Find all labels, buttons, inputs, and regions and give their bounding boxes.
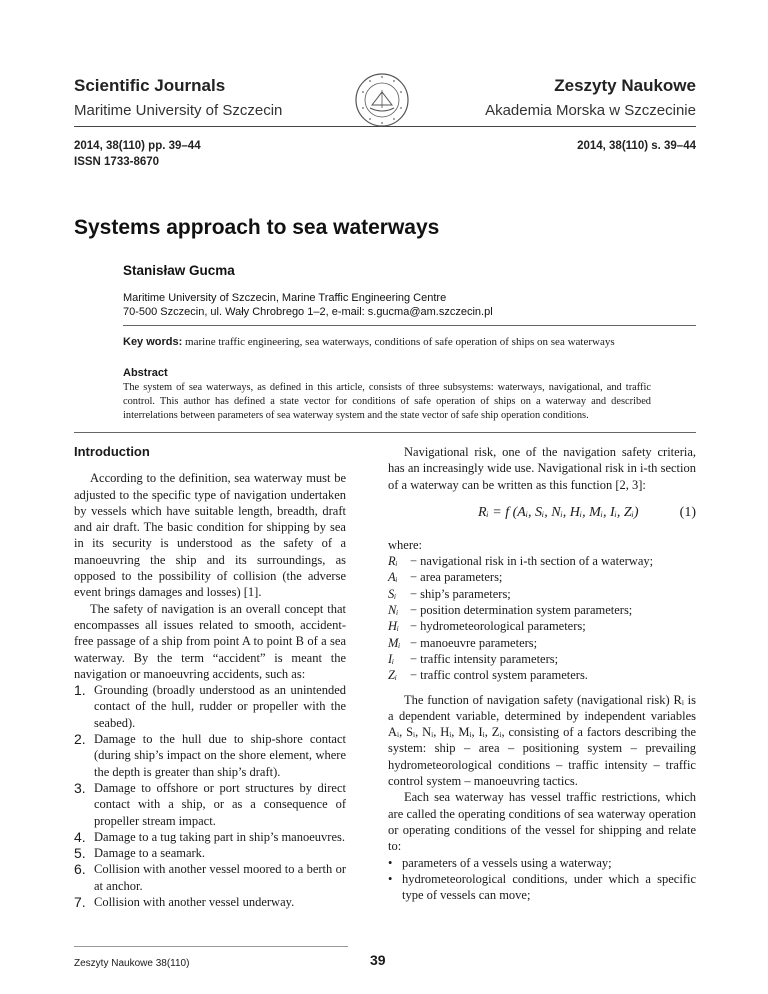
where-label: where:	[388, 537, 423, 552]
definition-item: Iᵢ − traffic intensity parameters;	[388, 651, 559, 666]
definition-list	[388, 553, 696, 683]
keywords-text: marine traffic engineering, sea waterways, conditions of safe operation of ships on sea waterways	[185, 336, 615, 348]
affiliation	[123, 291, 493, 319]
definition-item: Mᵢ − manoeuvre parameters;	[388, 635, 538, 650]
definition-item: Nᵢ − position determination system parameters;	[388, 603, 633, 618]
list-item: 3. Damage to offshore or port structures by direct contact with a ship, or as a consequence of propeller stream impact.	[74, 779, 346, 828]
page-number: 39	[370, 952, 386, 968]
university-seal-icon	[354, 72, 410, 128]
abstract-label: Abstract	[123, 367, 168, 379]
list-item: 7. Collision with another vessel underway.	[74, 894, 295, 911]
university-name-pl: Akademia Morska w Szczecinie	[485, 102, 696, 119]
author-name: Stanisław Gucma	[123, 263, 235, 278]
definition-item: Rᵢ − navigational risk in i-th section of a waterway;	[388, 554, 654, 569]
affiliation-line-1: Maritime University of Szczecin, Marine Traffic Engineering Centre	[123, 292, 447, 304]
paragraph: Each sea waterway has vessel traffic restrictions, which are called the operating conditions of sea waterway operation or operating conditions of the vessel for shipping and relate to:	[388, 790, 696, 854]
definition-item: Hᵢ − hydrometeorological parameters;	[388, 619, 586, 634]
list-item: • parameters of a vessels using a waterway;	[388, 855, 696, 871]
header-right	[485, 76, 696, 121]
equation-formula: Rᵢ = f (Aᵢ, Sᵢ, Nᵢ, Hᵢ, Mᵢ, Iᵢ, Zᵢ)	[478, 504, 639, 520]
list-item: 5. Damage to a seamark.	[74, 845, 206, 862]
issue-meta-right: 2014, 38(110) s. 39–44	[577, 140, 696, 152]
equation-1	[388, 501, 696, 531]
list-item: 1. Grounding (broadly understood as an unintended contact of the hull, rudder or propeller with the seabed).	[74, 682, 346, 730]
paragraph: According to the definition, sea waterway must be adjusted to the specific type of navigation undertaken by vessels which have suitable length, breadth, draft and air draft. The basic condition for shipping by sea in its security is understood as the safety of a manoeuvring the ship and its surroundings, as opposed to the possibility of collision (the adverse event brings damages and losses) [1].	[74, 471, 346, 600]
right-column	[388, 444, 696, 903]
affiliation-line-2: 70-500 Szczecin, ul. Wały Chrobrego 1–2, e-mail: s.gucma@am.szczecin.pl	[123, 306, 493, 318]
issue-en: 2014, 38(110) pp. 39–44	[74, 140, 201, 152]
footer-journal: Zeszyty Naukowe 38(110)	[74, 958, 190, 969]
definition-item: Sᵢ − ship’s parameters;	[388, 586, 511, 601]
keywords-divider	[123, 325, 696, 326]
paragraph: Navigational risk, one of the navigation safety criteria, has an increasingly wide use. Navigational risk in i-th section of a waterway can be written as this function [2, 3]:	[388, 445, 696, 492]
header-left	[74, 76, 282, 121]
list-item: • hydrometeorological conditions, under which a specific type of vessels can move;	[388, 871, 696, 904]
definition-item: Aᵢ − area parameters;	[388, 570, 503, 585]
equation-number: (1)	[679, 504, 696, 520]
keywords-label: Key words:	[123, 336, 183, 348]
list-item: 2. Damage to the hull due to ship-shore contact (during ship’s impact on the shore element, where the depth is greater than ship’s draft).	[74, 731, 346, 779]
journal-name-pl: Zeszyty Naukowe	[554, 76, 696, 95]
list-item: 6. Collision with another vessel moored to a berth or at anchor.	[74, 861, 346, 893]
issue-meta-left	[74, 138, 201, 170]
paragraph: The safety of navigation is an overall concept that encompasses all issues related to smooth, accident-free passage of a ship from point A to point B of a sea waterway. By the term “accident” is meant the navigation or manoeuvring accidents, such as:	[74, 601, 346, 681]
accident-list	[74, 682, 346, 910]
abstract-text: The system of sea waterways, as defined in this article, consists of three subsystems: waterways, navigational, and traffic control. This author has defined a state vector for conditions of safe operation of ships on a waterway and described interrelations between parameters of sea waterway system and the state vector of safe ship operation conditions.	[123, 382, 651, 421]
article-title: Systems approach to sea waterways	[74, 216, 440, 239]
paragraph: The function of navigation safety (navigational risk) Rᵢ is a dependent variable, determined by independent variables Aᵢ, Sᵢ, Nᵢ, Hᵢ, Mᵢ, Iᵢ, Zᵢ, consisting of a factors describing the system: ship – area – positioning system – prevailing hydrometeorological conditions – traffic intensity – traffic control system – manoeuvring tactics.	[388, 692, 696, 789]
keywords	[123, 335, 643, 349]
footer-divider	[74, 946, 348, 947]
list-item: 4. Damage to a tug taking part in ship’s manoeuvres.	[74, 828, 345, 845]
definition-item: Zᵢ − traffic control system parameters.	[388, 668, 588, 683]
journal-name-en: Scientific Journals	[74, 76, 226, 95]
conditions-list	[388, 855, 696, 904]
header-divider	[74, 126, 696, 127]
university-name-en: Maritime University of Szczecin	[74, 102, 283, 119]
section-title-introduction: Introduction	[74, 444, 150, 459]
left-column	[74, 444, 346, 910]
abstract-divider	[74, 432, 696, 433]
issn: ISSN 1733-8670	[74, 156, 160, 168]
